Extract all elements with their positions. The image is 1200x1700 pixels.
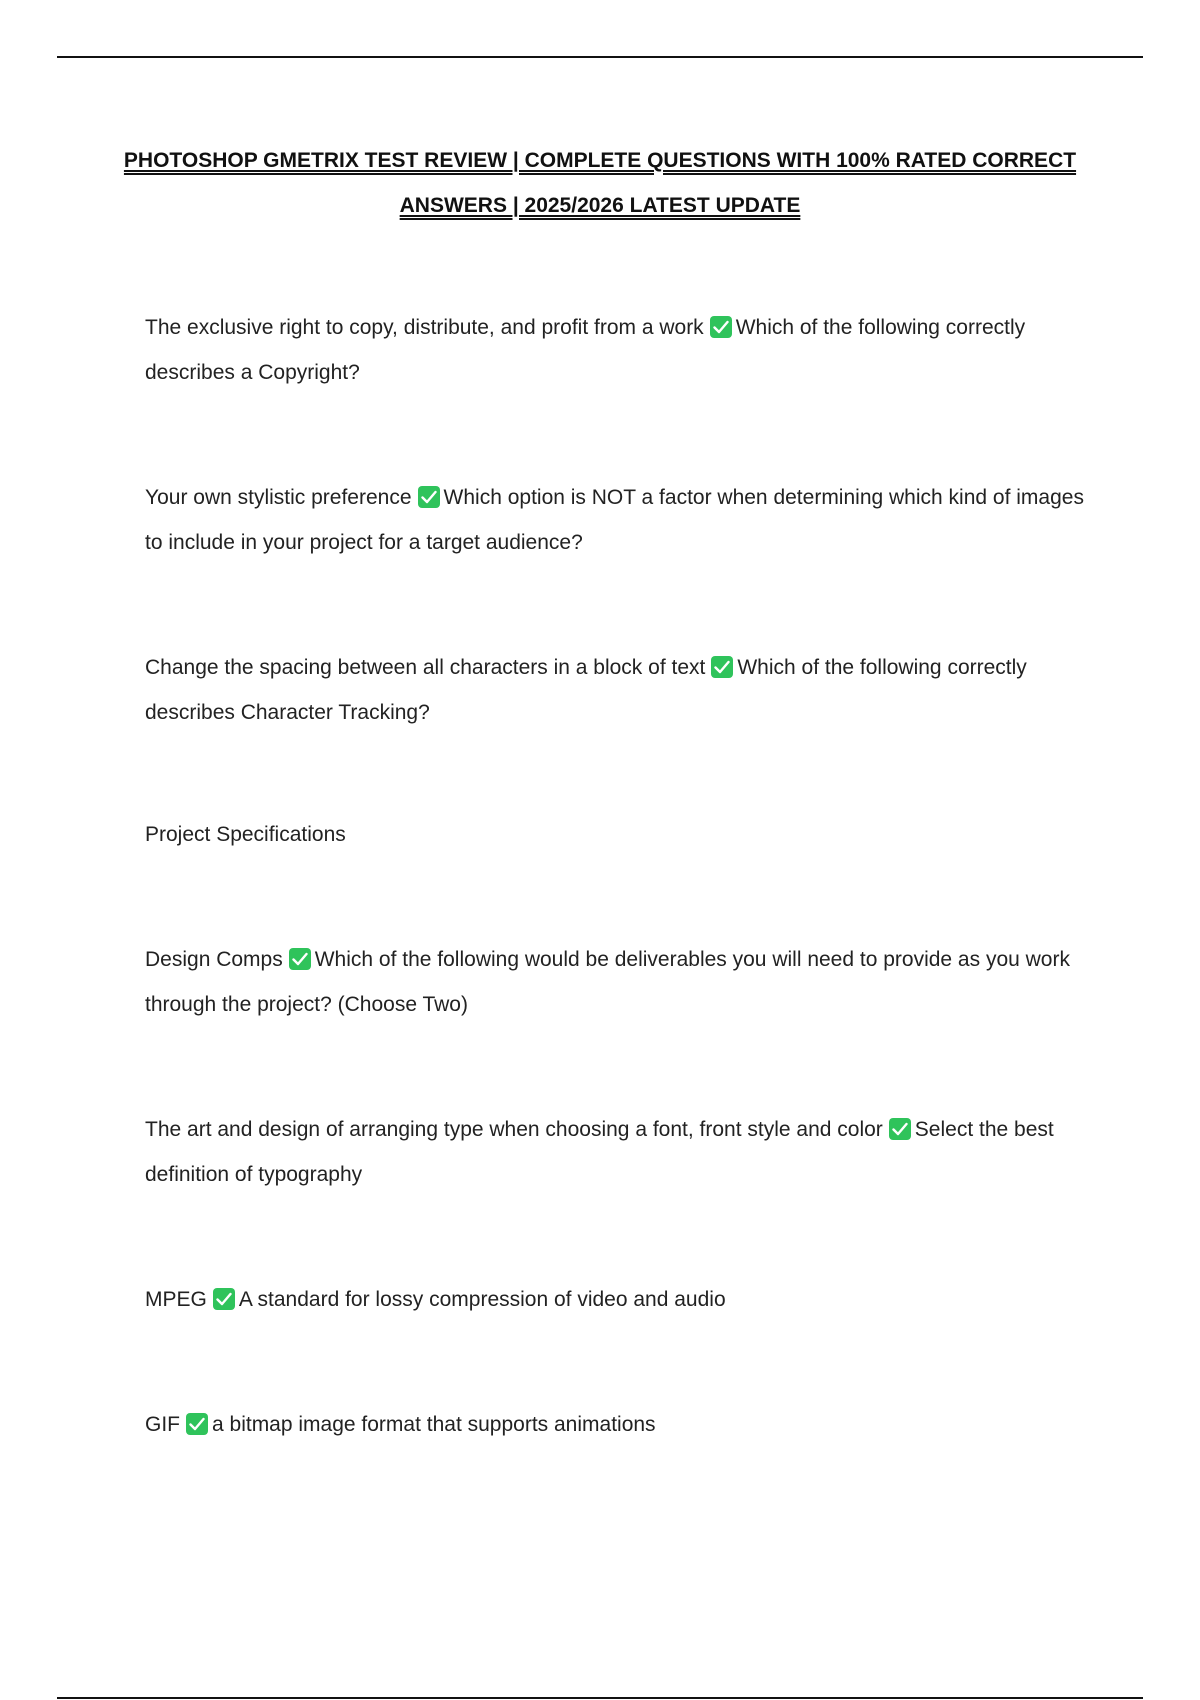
qa-item [145,305,1105,395]
check-icon [711,656,733,678]
section-heading [145,812,1105,857]
section-heading-text: Project Specifications [145,823,346,846]
document-title [57,138,1143,228]
answer-text: GIF [145,1413,180,1436]
check-icon [710,316,732,338]
answer-text: Design Comps [145,948,283,971]
question-text: A standard for lossy compression of video and audio [238,1288,726,1311]
bottom-rule [57,1697,1143,1699]
answer-text: MPEG [145,1288,207,1311]
answer-text: The art and design of arranging type when choosing a font, front style and color [145,1118,883,1141]
qa-item [145,645,1105,735]
question-text: Which of the following correctly describes a Copyright? [145,316,1026,384]
check-icon [889,1118,911,1140]
question-text: Which of the following would be deliverables you will need to provide as you work through the project? (Choose Two) [145,948,1070,1016]
qa-item [145,1402,1105,1447]
title-line-2: ANSWERS | 2025/2026 LATEST UPDATE [399,194,801,217]
question-text: Select the best definition of typography [145,1118,1054,1186]
answer-text: The exclusive right to copy, distribute, and profit from a work [145,316,704,339]
check-icon [289,948,311,970]
question-text: a bitmap image format that supports animations [212,1413,656,1436]
answer-text: Your own stylistic preference [145,486,412,509]
check-icon [186,1413,208,1435]
qa-item [145,937,1105,1027]
qa-item [145,1107,1105,1197]
question-text: Which option is NOT a factor when determining which kind of images to include in your project for a target audience? [145,486,1084,554]
qa-item [145,1277,1105,1322]
qa-item [145,475,1105,565]
title-line-1: PHOTOSHOP GMETRIX TEST REVIEW | COMPLETE QUESTIONS WITH 100% RATED CORRECT [123,149,1077,172]
answer-text: Change the spacing between all characters in a block of text [145,656,706,679]
check-icon [418,486,440,508]
question-text: Which of the following correctly describes Character Tracking? [145,656,1027,724]
check-icon [213,1288,235,1310]
top-rule [57,56,1143,58]
